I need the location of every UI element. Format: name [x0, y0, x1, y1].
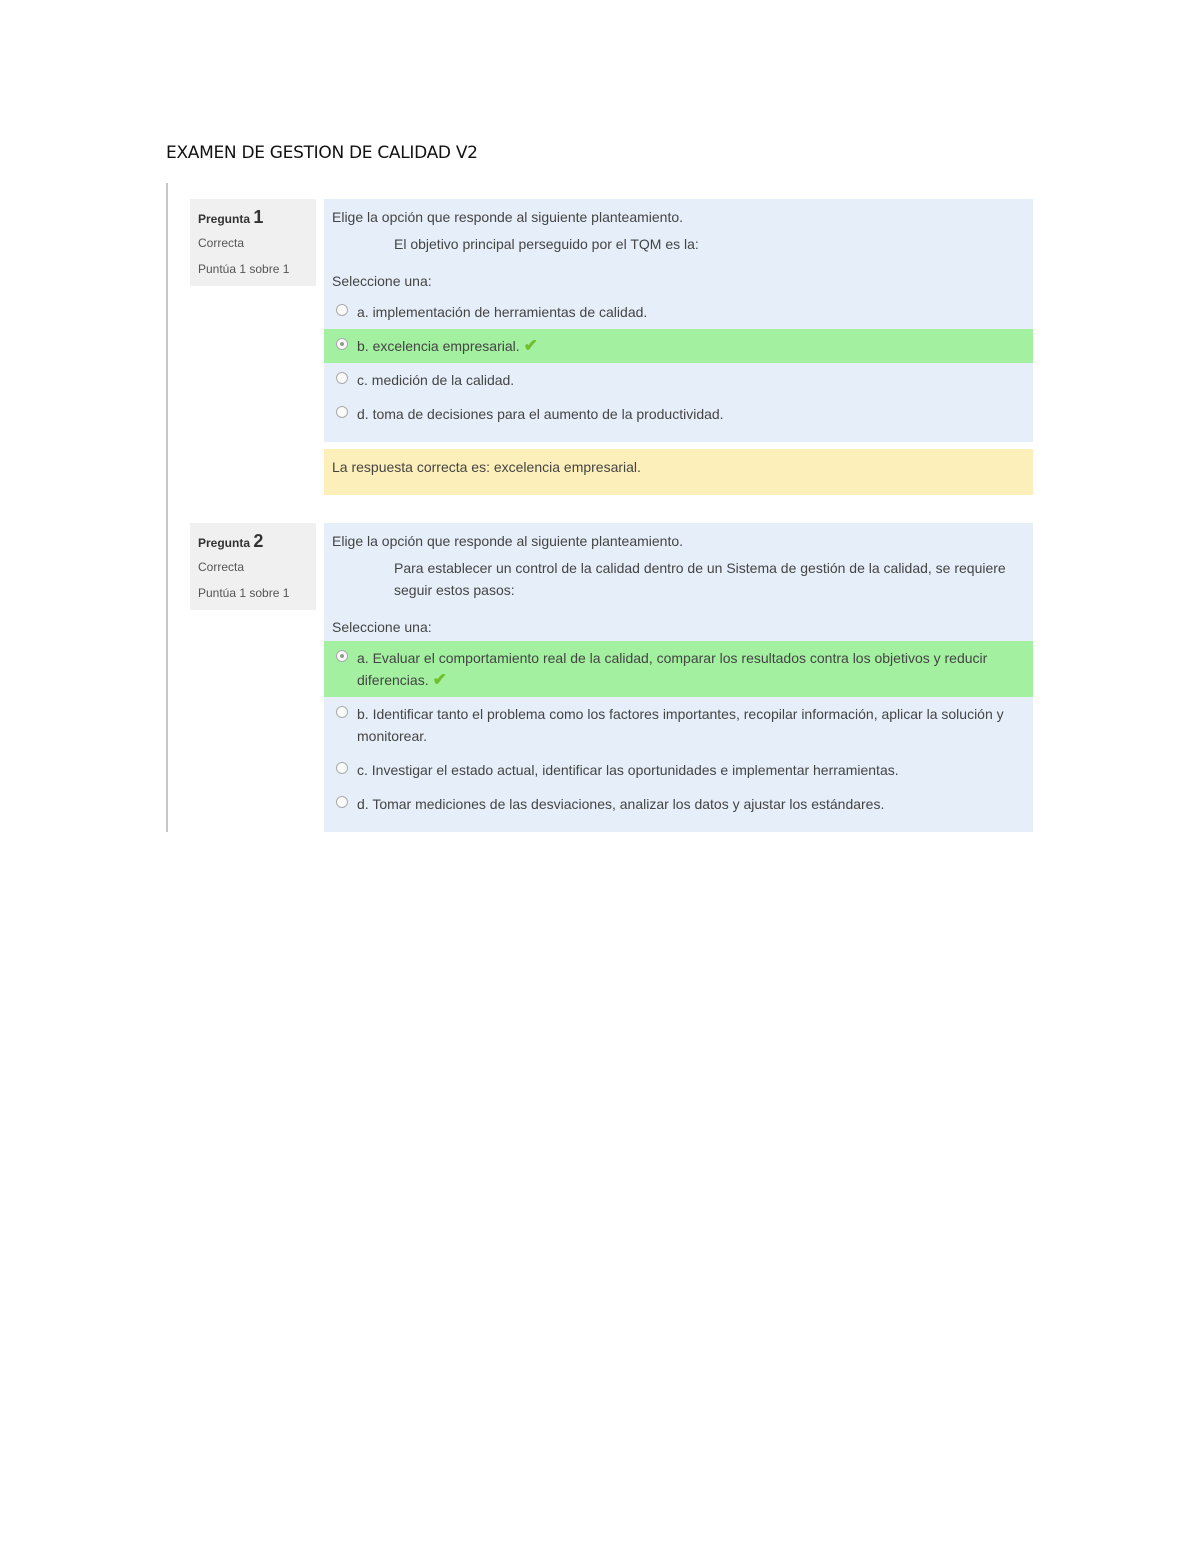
radio-button-checked[interactable] [336, 650, 348, 662]
radio-button[interactable] [336, 372, 348, 384]
question-grade: Puntúa 1 sobre 1 [198, 262, 290, 276]
answer-option[interactable] [324, 295, 1033, 329]
answer-text: b. excelencia empresarial. [357, 338, 520, 354]
radio-button[interactable] [336, 406, 348, 418]
radio-button-checked[interactable] [336, 338, 348, 350]
question-instruction: Elige la opción que responde al siguiente planteamiento. [332, 209, 684, 225]
answer-option[interactable] [324, 697, 1033, 753]
question-label: Pregunta [198, 536, 251, 550]
answer-text: c. medición de la calidad. [357, 372, 515, 388]
question-number: 1 [253, 207, 264, 227]
question-info-1 [190, 199, 316, 286]
feedback-box [324, 449, 1033, 495]
check-icon: ✔ [432, 670, 447, 689]
answer-text: d. toma de decisiones para el aumento de la productividad. [357, 406, 724, 422]
answer-option[interactable] [324, 397, 1033, 431]
answer-text: a. implementación de herramientas de calidad. [357, 304, 648, 320]
question-grade: Puntúa 1 sobre 1 [198, 586, 290, 600]
answer-text: d. Tomar mediciones de las desviaciones, analizar los datos y ajustar los estándares. [357, 796, 885, 812]
answer-option[interactable] [324, 363, 1033, 397]
question-content-2 [324, 523, 1033, 832]
check-icon: ✔ [523, 336, 538, 355]
question-state: Correcta [198, 236, 245, 250]
answer-text: b. Identificar tanto el problema como los factores importantes, recopilar información, aplicar la solución y monitorear. [357, 706, 1004, 744]
answer-option-correct[interactable] [324, 641, 1033, 697]
answer-option[interactable] [324, 753, 1033, 787]
select-prompt: Seleccione una: [332, 273, 432, 289]
question-number: 2 [253, 531, 264, 551]
radio-button[interactable] [336, 762, 348, 774]
question-info-2 [190, 523, 316, 610]
answer-option[interactable] [324, 787, 1033, 821]
question-statement: El objetivo principal perseguido por el TQM es la: [394, 236, 699, 252]
question-content-1 [324, 199, 1033, 442]
question-instruction: Elige la opción que responde al siguiente planteamiento. [332, 533, 684, 549]
feedback-text: La respuesta correcta es: excelencia empresarial. [332, 459, 641, 475]
document-title: EXAMEN DE GESTION DE CALIDAD V2 [166, 143, 478, 163]
question-label: Pregunta [198, 212, 251, 226]
question-statement: Para establecer un control de la calidad dentro de un Sistema de gestión de la calidad, se requiere seguir estos pasos: [394, 560, 1006, 598]
question-state: Correcta [198, 560, 245, 574]
select-prompt: Seleccione una: [332, 619, 432, 635]
radio-button[interactable] [336, 796, 348, 808]
answer-text: c. Investigar el estado actual, identificar las oportunidades e implementar herramientas. [357, 762, 899, 778]
answer-option-correct[interactable] [324, 329, 1033, 363]
left-rule [166, 183, 168, 832]
radio-button[interactable] [336, 706, 348, 718]
answer-text: a. Evaluar el comportamiento real de la calidad, comparar los resultados contra los objetivos y reducir diferencias. [357, 650, 988, 688]
radio-button[interactable] [336, 304, 348, 316]
